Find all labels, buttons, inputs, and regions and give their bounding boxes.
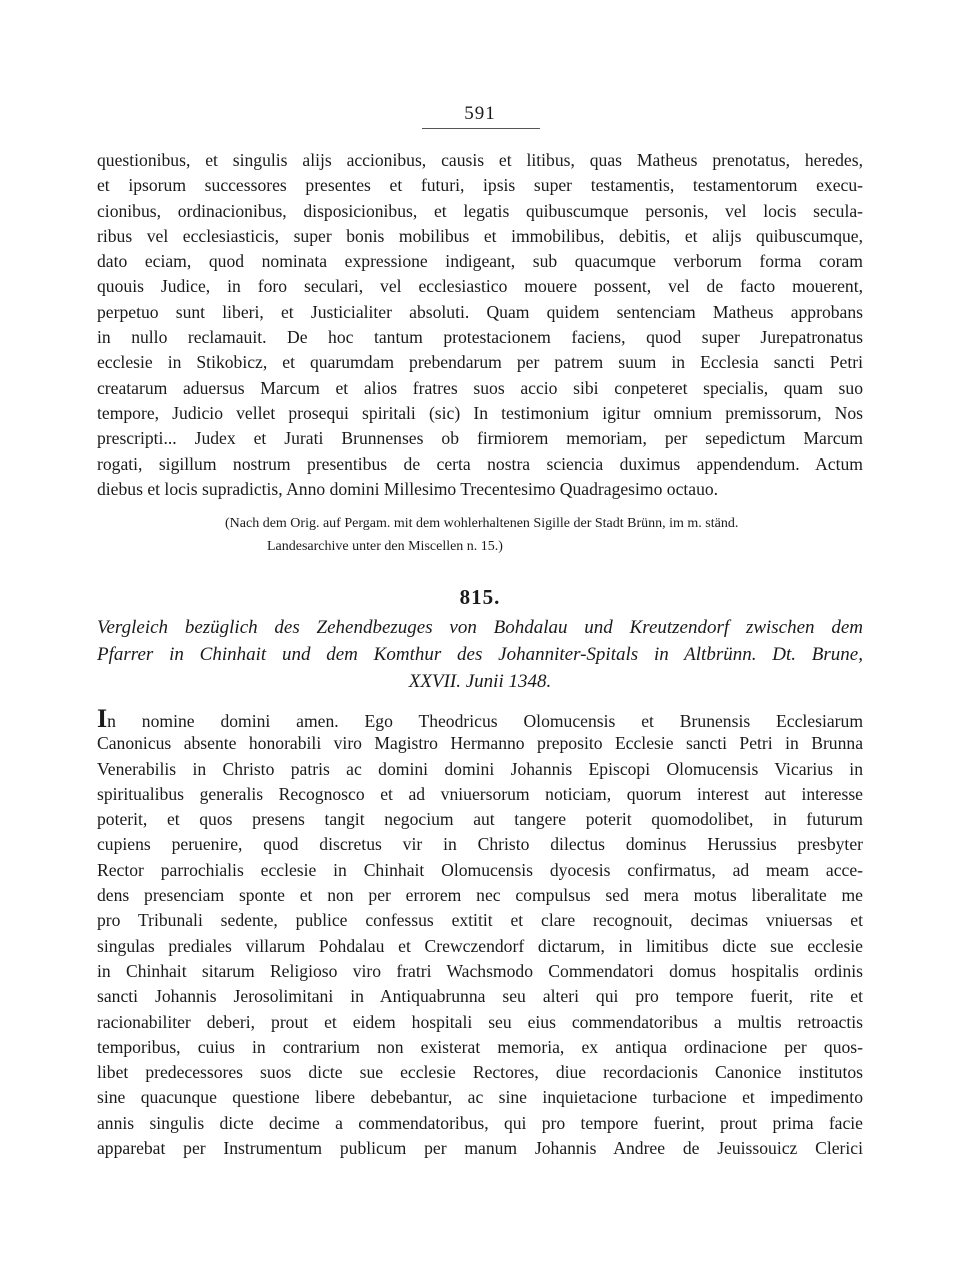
text-line: diebus et locis supradictis, Anno domini Millesimo Trecentesimo Quadragesimo octauo. <box>97 478 719 499</box>
text-line: Canonicus absente honorabili viro Magistro Hermanno preposito Ecclesie sancti Petri in Brunna <box>97 733 863 754</box>
text-line: et ipsorum successores presentes et futuri, ipsis super testamentis, testamentorum execu- <box>97 175 863 196</box>
text-line: temporibus, cuius in contrarium non existerat memoria, ex antiqua ordinacione per quos- <box>97 1036 863 1057</box>
title-line: Pfarrer in Chinhait und dem Komthur des Johanniter-Spitals in Altbrünn. Dt. Brune, <box>97 644 863 665</box>
document-title <box>97 614 863 695</box>
first-line-text: n nomine domini amen. Ego Theodricus Olomucensis et Brunensis Ecclesiarum <box>107 711 863 731</box>
text-line: perpetuo sunt liberi, et Justicialiter absoluti. Quam quidem sentenciam Matheus approbans <box>97 301 863 322</box>
title-line: Vergleich bezüglich des Zehendbezuges von Bohdalau und Kreutzendorf zwischen dem <box>97 617 863 638</box>
text-line: creatarum aduersus Marcum et alios fratres suos accio sibi conpeteret specialis, quam suo <box>97 377 863 398</box>
title-line: XXVII. Junii 1348. <box>408 671 552 692</box>
text-line: sine quacunque questione libere debebantur, ac sine inquietacione turbacione et impedimento <box>97 1087 863 1108</box>
document-number: 815. <box>459 585 501 609</box>
text-line: annis singulis dicte decime a commendatoribus, qui pro tempore fuerint, prout prima facie <box>97 1112 863 1133</box>
text-line: spiritualibus generalis Recognosco et ad vniuersorum noticiam, quorum interest aut interesse <box>97 783 863 804</box>
text-line-first <box>97 706 863 731</box>
text-line: racionabiliter deberi, prout et eidem hospitali seu eius commendatoribus a multis retroactis <box>97 1011 863 1032</box>
text-line: quouis Judice, in foro seculari, vel ecclesiastico mouere possent, vel de facto mouerent, <box>97 276 863 297</box>
source-note-line: (Nach dem Orig. auf Pergam. mit dem wohlerhaltenen Sigille der Stadt Brünn, im m. ständ. <box>225 516 739 531</box>
text-line: ribus vel ecclesiasticis, super bonis mobilibus et immobilibus, debitis, et alijs quibuscumque, <box>97 225 863 246</box>
text-line: dens presenciam sponte et non per errorem nec compulsus sed mera motus liberalitate me <box>97 885 863 906</box>
text-line: in nullo reclamauit. De hoc tantum protestacionem faciens, quod super Jurepatronatus <box>97 327 863 348</box>
text-line: dato eciam, quod nominata expressione indigeant, sub quacumque verborum forma coram <box>97 251 863 272</box>
source-note <box>225 512 865 558</box>
text-line: apparebat per Instrumentum publicum per manum Johannis Andree de Jeuissouicz Clerici <box>97 1138 863 1159</box>
text-line: prescripti... Judex et Jurati Brunnenses ob firmiorem memoriam, per sepedictum Marcum <box>97 428 863 449</box>
text-line: Rector parrochialis ecclesie in Chinhait Olomucensis dyocesis confirmatus, ad meam acce- <box>97 859 863 880</box>
text-line: sancti Johannis Jerosolimitani in Antiquabrunna seu alteri qui pro tempore fuerit, rite et <box>97 986 863 1007</box>
text-line: libet predecessores suos dicte sue ecclesie Rectores, diue recordacionis Canonice institutos <box>97 1062 863 1083</box>
text-line: pro Tribunali sedente, publice confessus extitit et clare recognouit, decimas vniuersas et <box>97 910 863 931</box>
text-line: questionibus, et singulis alijs accionibus, causis et litibus, quas Matheus prenotatus, heredes, <box>97 150 863 170</box>
text-line: cionibus, ordinacionibus, disposicionibus, et legatis quibuscumque personis, vel locis secula- <box>97 200 863 221</box>
text-line: Venerabilis in Christo patris ac domini domini Johannis Episcopi Olomucensis Vicarius in <box>97 758 863 779</box>
text-line: tempore, Judicio vellet prosequi spiritali (sic) In testimonium igitur omnium premissorum, Nos <box>97 402 863 423</box>
document-body <box>97 706 863 1161</box>
page-number: 591 <box>464 103 496 124</box>
page-number-rule <box>422 128 540 129</box>
text-line: cupiens peruenire, quod discretus vir in Christo dilectus dominus Herussius presbyter <box>97 834 863 855</box>
paragraph-continuation <box>97 148 863 502</box>
text-line: poterit, et quos presens tangit negocium aut tangere poterit quomodolibet, in futurum <box>97 809 863 830</box>
text-line: rogati, sigillum nostrum presentibus de certa nostra sciencia duximus appendendum. Actum <box>97 453 863 474</box>
source-note-line: Landesarchive unter den Miscellen n. 15.) <box>267 539 503 554</box>
initial-letter: I <box>97 706 108 732</box>
text-line: in Chinhait sitarum Religioso viro fratri Wachsmodo Commendatori domus hospitalis ordinis <box>97 960 863 981</box>
text-line: ecclesie in Stikobicz, et quarumdam prebendarum per patrem suum in Ecclesia sancti Petri <box>97 352 863 373</box>
text-line: singulas prediales villarum Pohdalau et Crewczendorf dictarum, in limitibus dicte sue ecclesie <box>97 935 863 956</box>
